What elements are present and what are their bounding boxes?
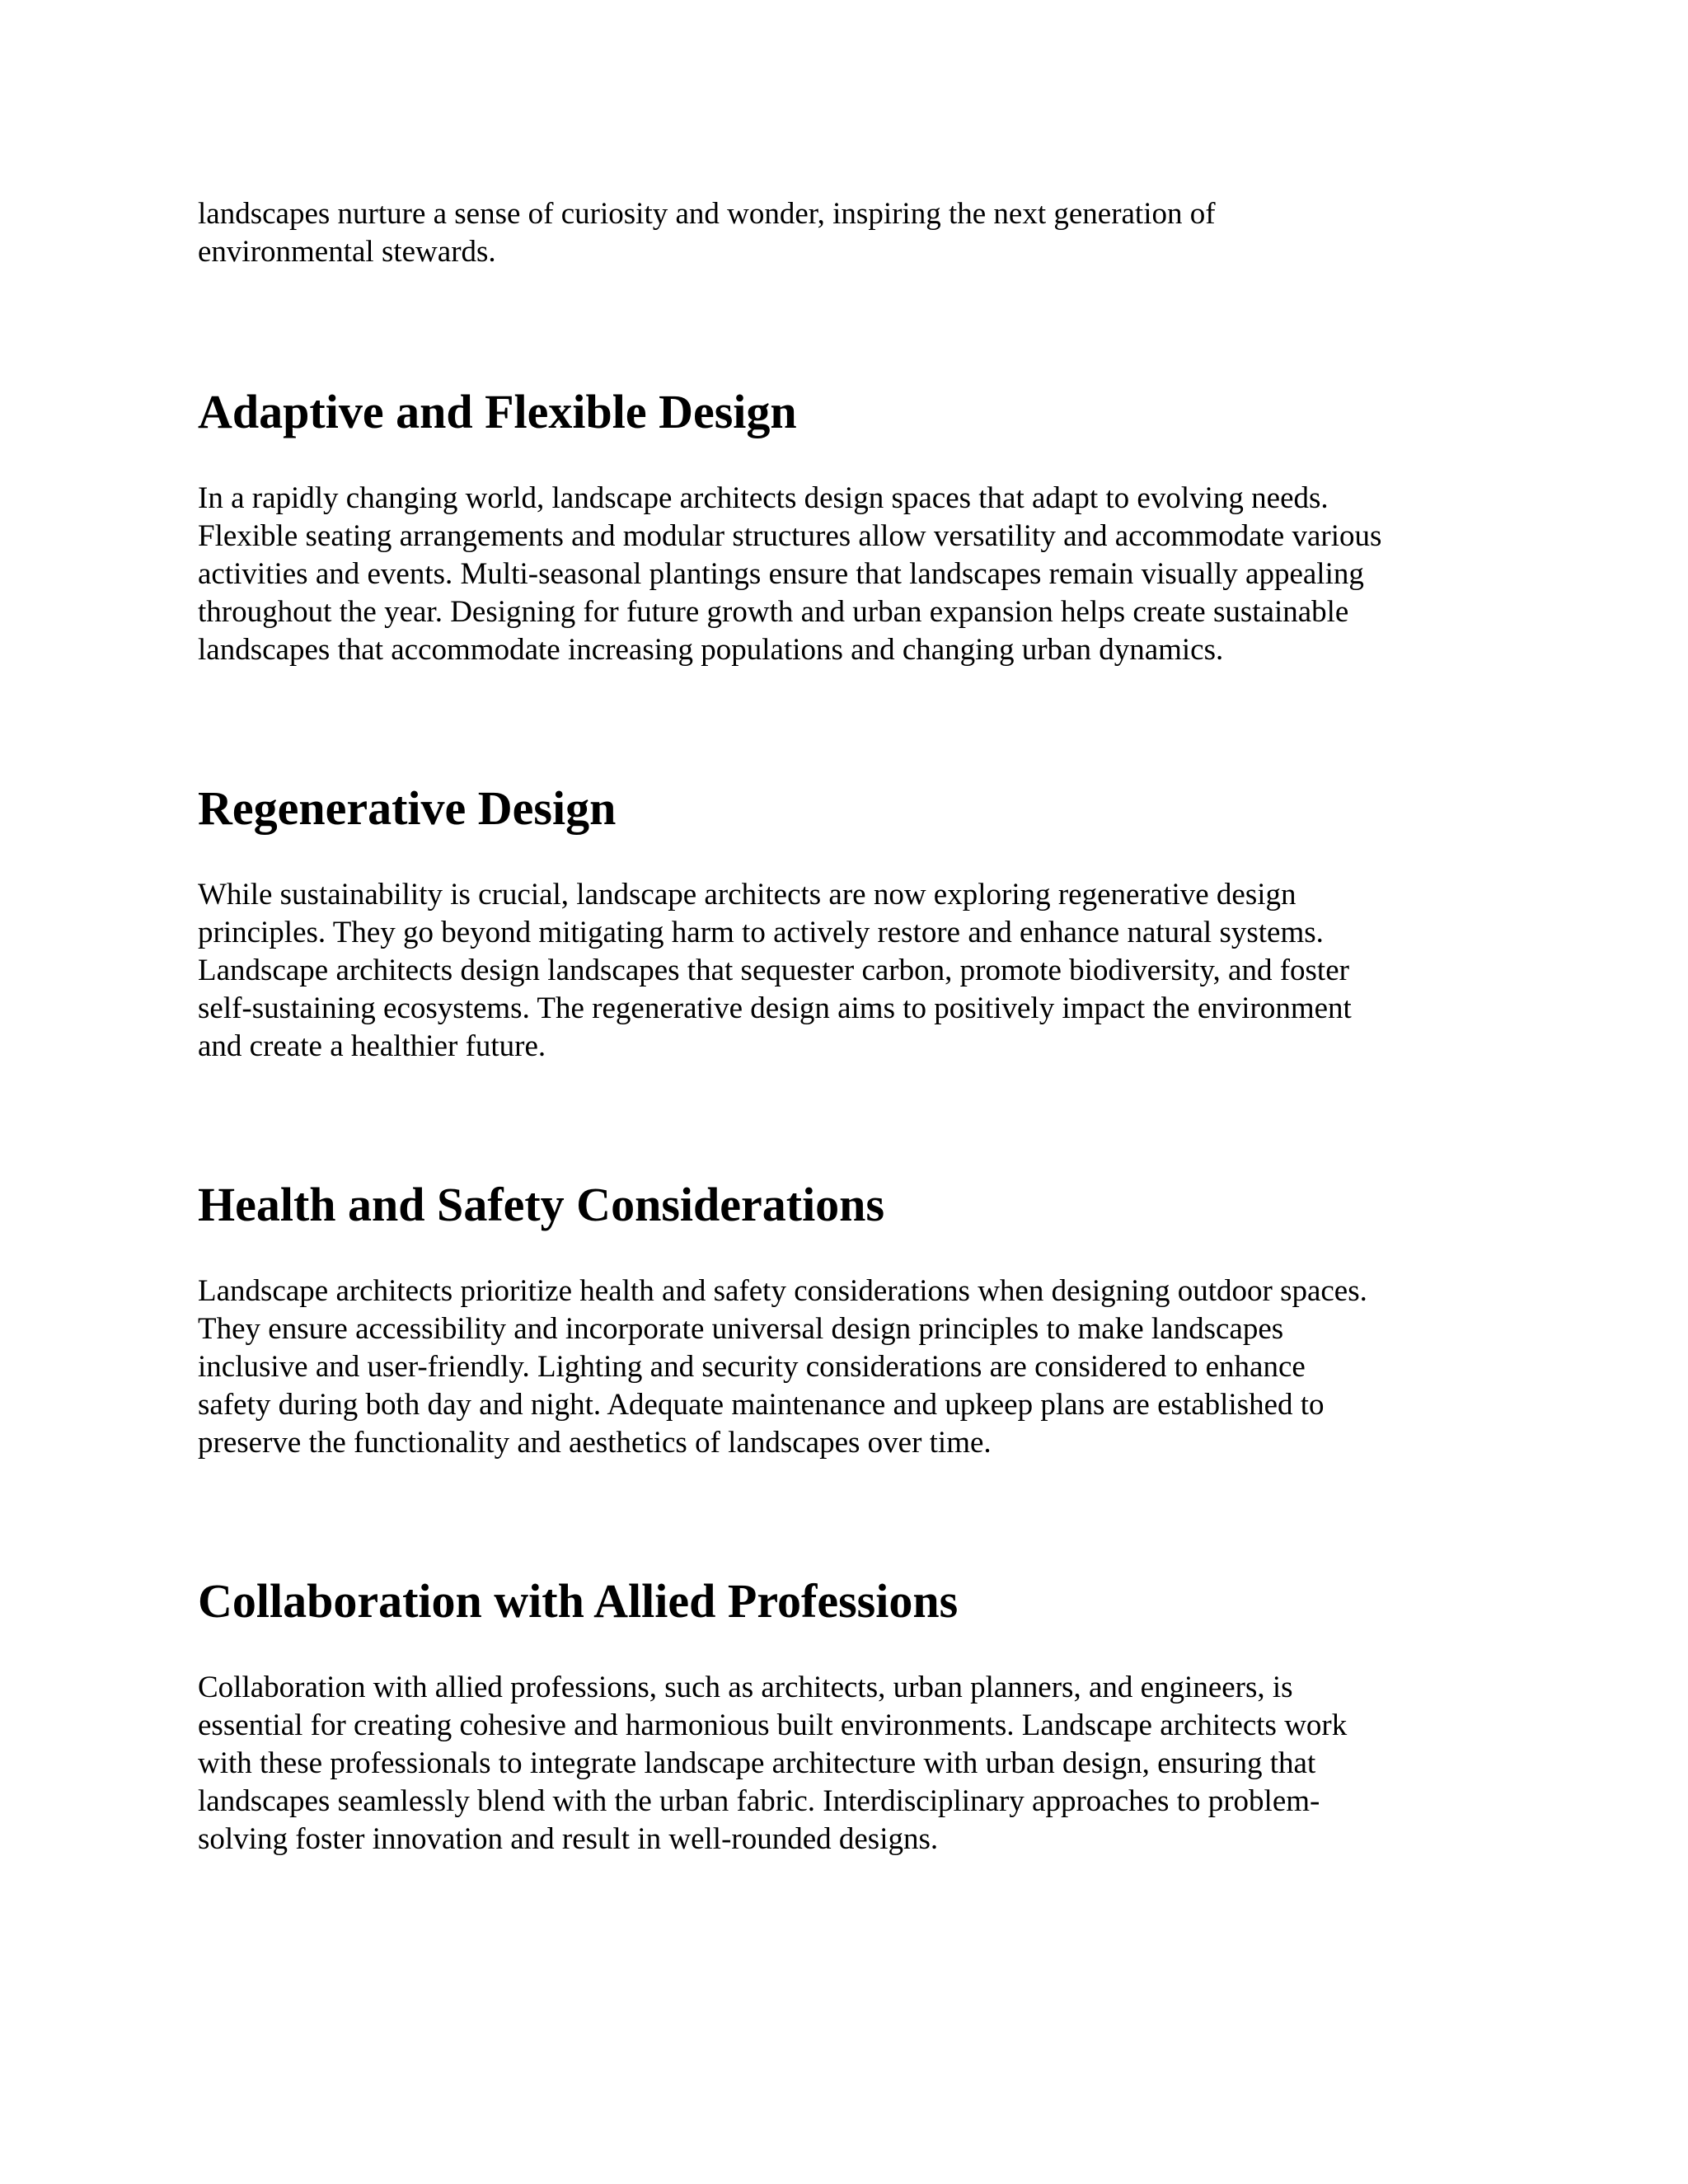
paragraph-line: In a rapidly changing world, landscape architects design spaces that adapt to evolving needs. xyxy=(198,481,1329,515)
section-heading-collaboration-allied-professions: Collaboration with Allied Professions xyxy=(198,1574,959,1628)
section-heading-regenerative-design: Regenerative Design xyxy=(198,781,617,835)
paragraph-line: Landscape architects design landscapes that sequester carbon, promote biodiversity, and foster xyxy=(198,954,1349,987)
paragraph-line: principles. They go beyond mitigating harm to actively restore and enhance natural systems. xyxy=(198,916,1324,949)
paragraph-line: with these professionals to integrate landscape architecture with urban design, ensuring that xyxy=(198,1746,1316,1780)
paragraph-line: environmental stewards. xyxy=(198,235,496,269)
paragraph-line: landscapes that accommodate increasing populations and changing urban dynamics. xyxy=(198,633,1224,667)
paragraph-line: activities and events. Multi-seasonal plantings ensure that landscapes remain visually appealing xyxy=(198,557,1364,591)
paragraph-line: inclusive and user-friendly. Lighting and security considerations are considered to enhance xyxy=(198,1350,1306,1384)
section-heading-health-safety: Health and Safety Considerations xyxy=(198,1178,885,1231)
section-heading-adaptive-flexible-design: Adaptive and Flexible Design xyxy=(198,385,797,438)
paragraph-line: safety during both day and night. Adequate maintenance and upkeep plans are established to xyxy=(198,1388,1325,1422)
paragraph-line: essential for creating cohesive and harmonious built environments. Landscape architects work xyxy=(198,1708,1348,1742)
section-paragraph-regenerative-design xyxy=(198,876,1517,1066)
section-paragraph-health-safety xyxy=(198,1272,1517,1462)
paragraph-line: Collaboration with allied professions, such as architects, urban planners, and engineers, is xyxy=(198,1671,1293,1704)
paragraph-line: landscapes seamlessly blend with the urban fabric. Interdisciplinary approaches to problem- xyxy=(198,1784,1320,1818)
paragraph-line: Landscape architects prioritize health and safety considerations when designing outdoor spaces. xyxy=(198,1274,1367,1308)
paragraph-line: They ensure accessibility and incorporate universal design principles to make landscapes xyxy=(198,1312,1284,1346)
intro-paragraph xyxy=(198,195,1517,271)
paragraph-line: While sustainability is crucial, landscape architects are now exploring regenerative design xyxy=(198,878,1296,912)
section-paragraph-collaboration-allied-professions xyxy=(198,1669,1517,1858)
paragraph-line: self-sustaining ecosystems. The regenerative design aims to positively impact the environment xyxy=(198,991,1352,1025)
paragraph-line: Flexible seating arrangements and modular structures allow versatility and accommodate various xyxy=(198,519,1382,553)
paragraph-line: and create a healthier future. xyxy=(198,1029,546,1063)
section-paragraph-adaptive-flexible-design xyxy=(198,480,1517,669)
paragraph-line: solving foster innovation and result in well-rounded designs. xyxy=(198,1822,939,1856)
paragraph-line: preserve the functionality and aesthetics of landscapes over time. xyxy=(198,1426,992,1460)
paragraph-line: landscapes nurture a sense of curiosity and wonder, inspiring the next generation of xyxy=(198,197,1216,231)
paragraph-line: throughout the year. Designing for future growth and urban expansion helps create sustainable xyxy=(198,595,1349,629)
